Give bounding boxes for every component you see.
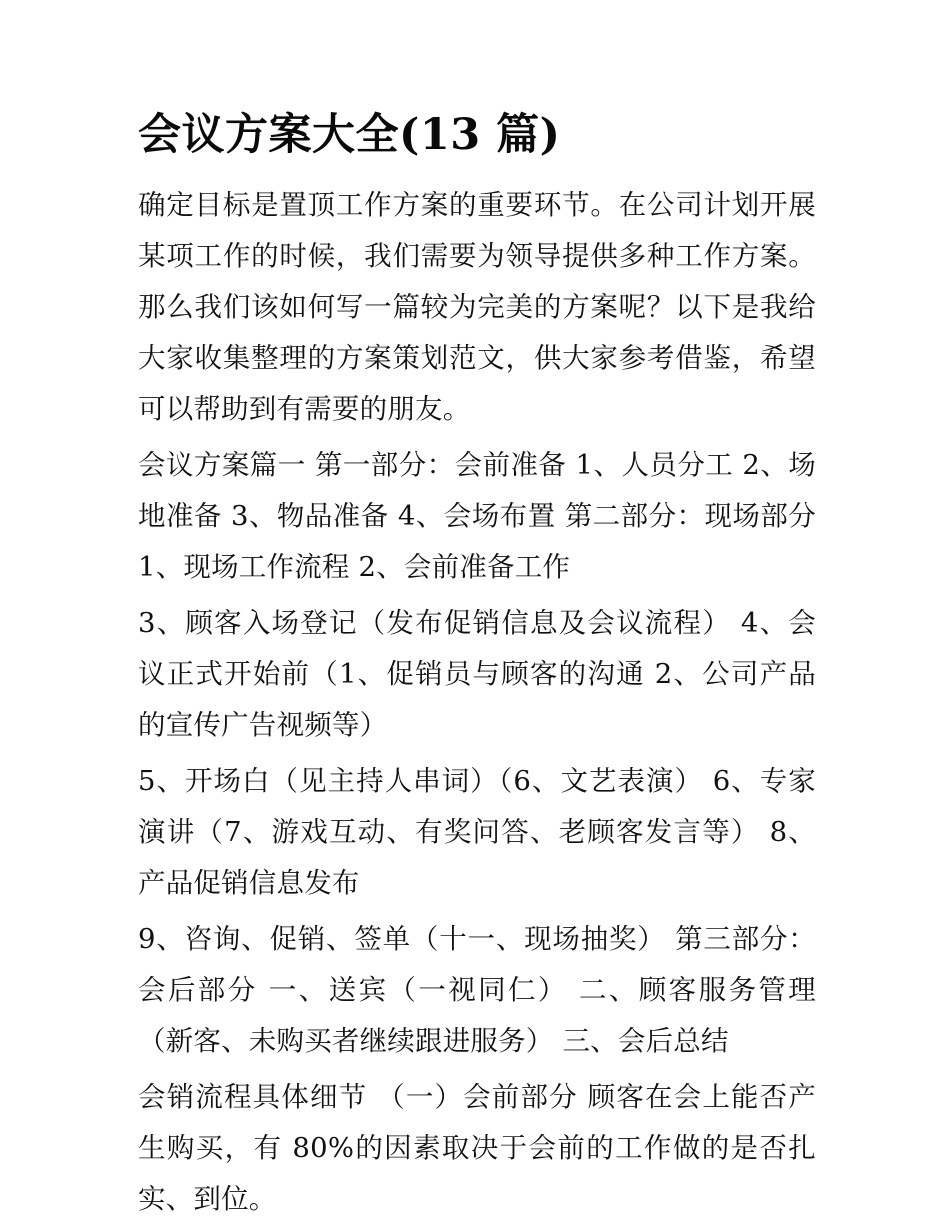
paragraph-intro: 确定目标是置顶工作方案的重要环节。在公司计划开展某项工作的时候，我们需要为领导提供多种工作方案。那么我们该如何写一篇较为完美的方案呢？以下是我给大家收集整理的方案策划范文，供大家参考借鉴，希望可以帮助到有需要的朋友。 [138, 189, 816, 425]
document-body [138, 104, 816, 1225]
page-title: 会议方案大全(13 篇) [138, 110, 561, 160]
paragraph-section-one: 会议方案篇一 第一部分：会前准备 1、人员分工 2、场地准备 3、物品准备 4、会场布置 第二部分：现场部分 1、现场工作流程 2、会前准备工作 [138, 449, 816, 583]
paragraph-opening-program: 5、开场白（见主持人串词）（6、文艺表演） 6、专家演讲（7、游戏互动、有奖问答、老顾客发言等） 8、产品促销信息发布 [138, 765, 816, 899]
paragraph-process-details: 会销流程具体细节 （一）会前部分 顾客在会上能否产生购买，有 80%的因素取决于会前的工作做的是否扎实、到位。 [138, 1081, 816, 1215]
paragraph-post-meeting: 9、咨询、促销、签单（十一、现场抽奖） 第三部分：会后部分 一、送宾（一视同仁） 二、顾客服务管理（新客、未购买者继续跟进服务） 三、会后总结 [138, 923, 816, 1057]
paragraph-registration: 3、顾客入场登记（发布促销信息及会议流程） 4、会议正式开始前（1、促销员与顾客的沟通 2、公司产品的宣传广告视频等） [138, 607, 816, 741]
